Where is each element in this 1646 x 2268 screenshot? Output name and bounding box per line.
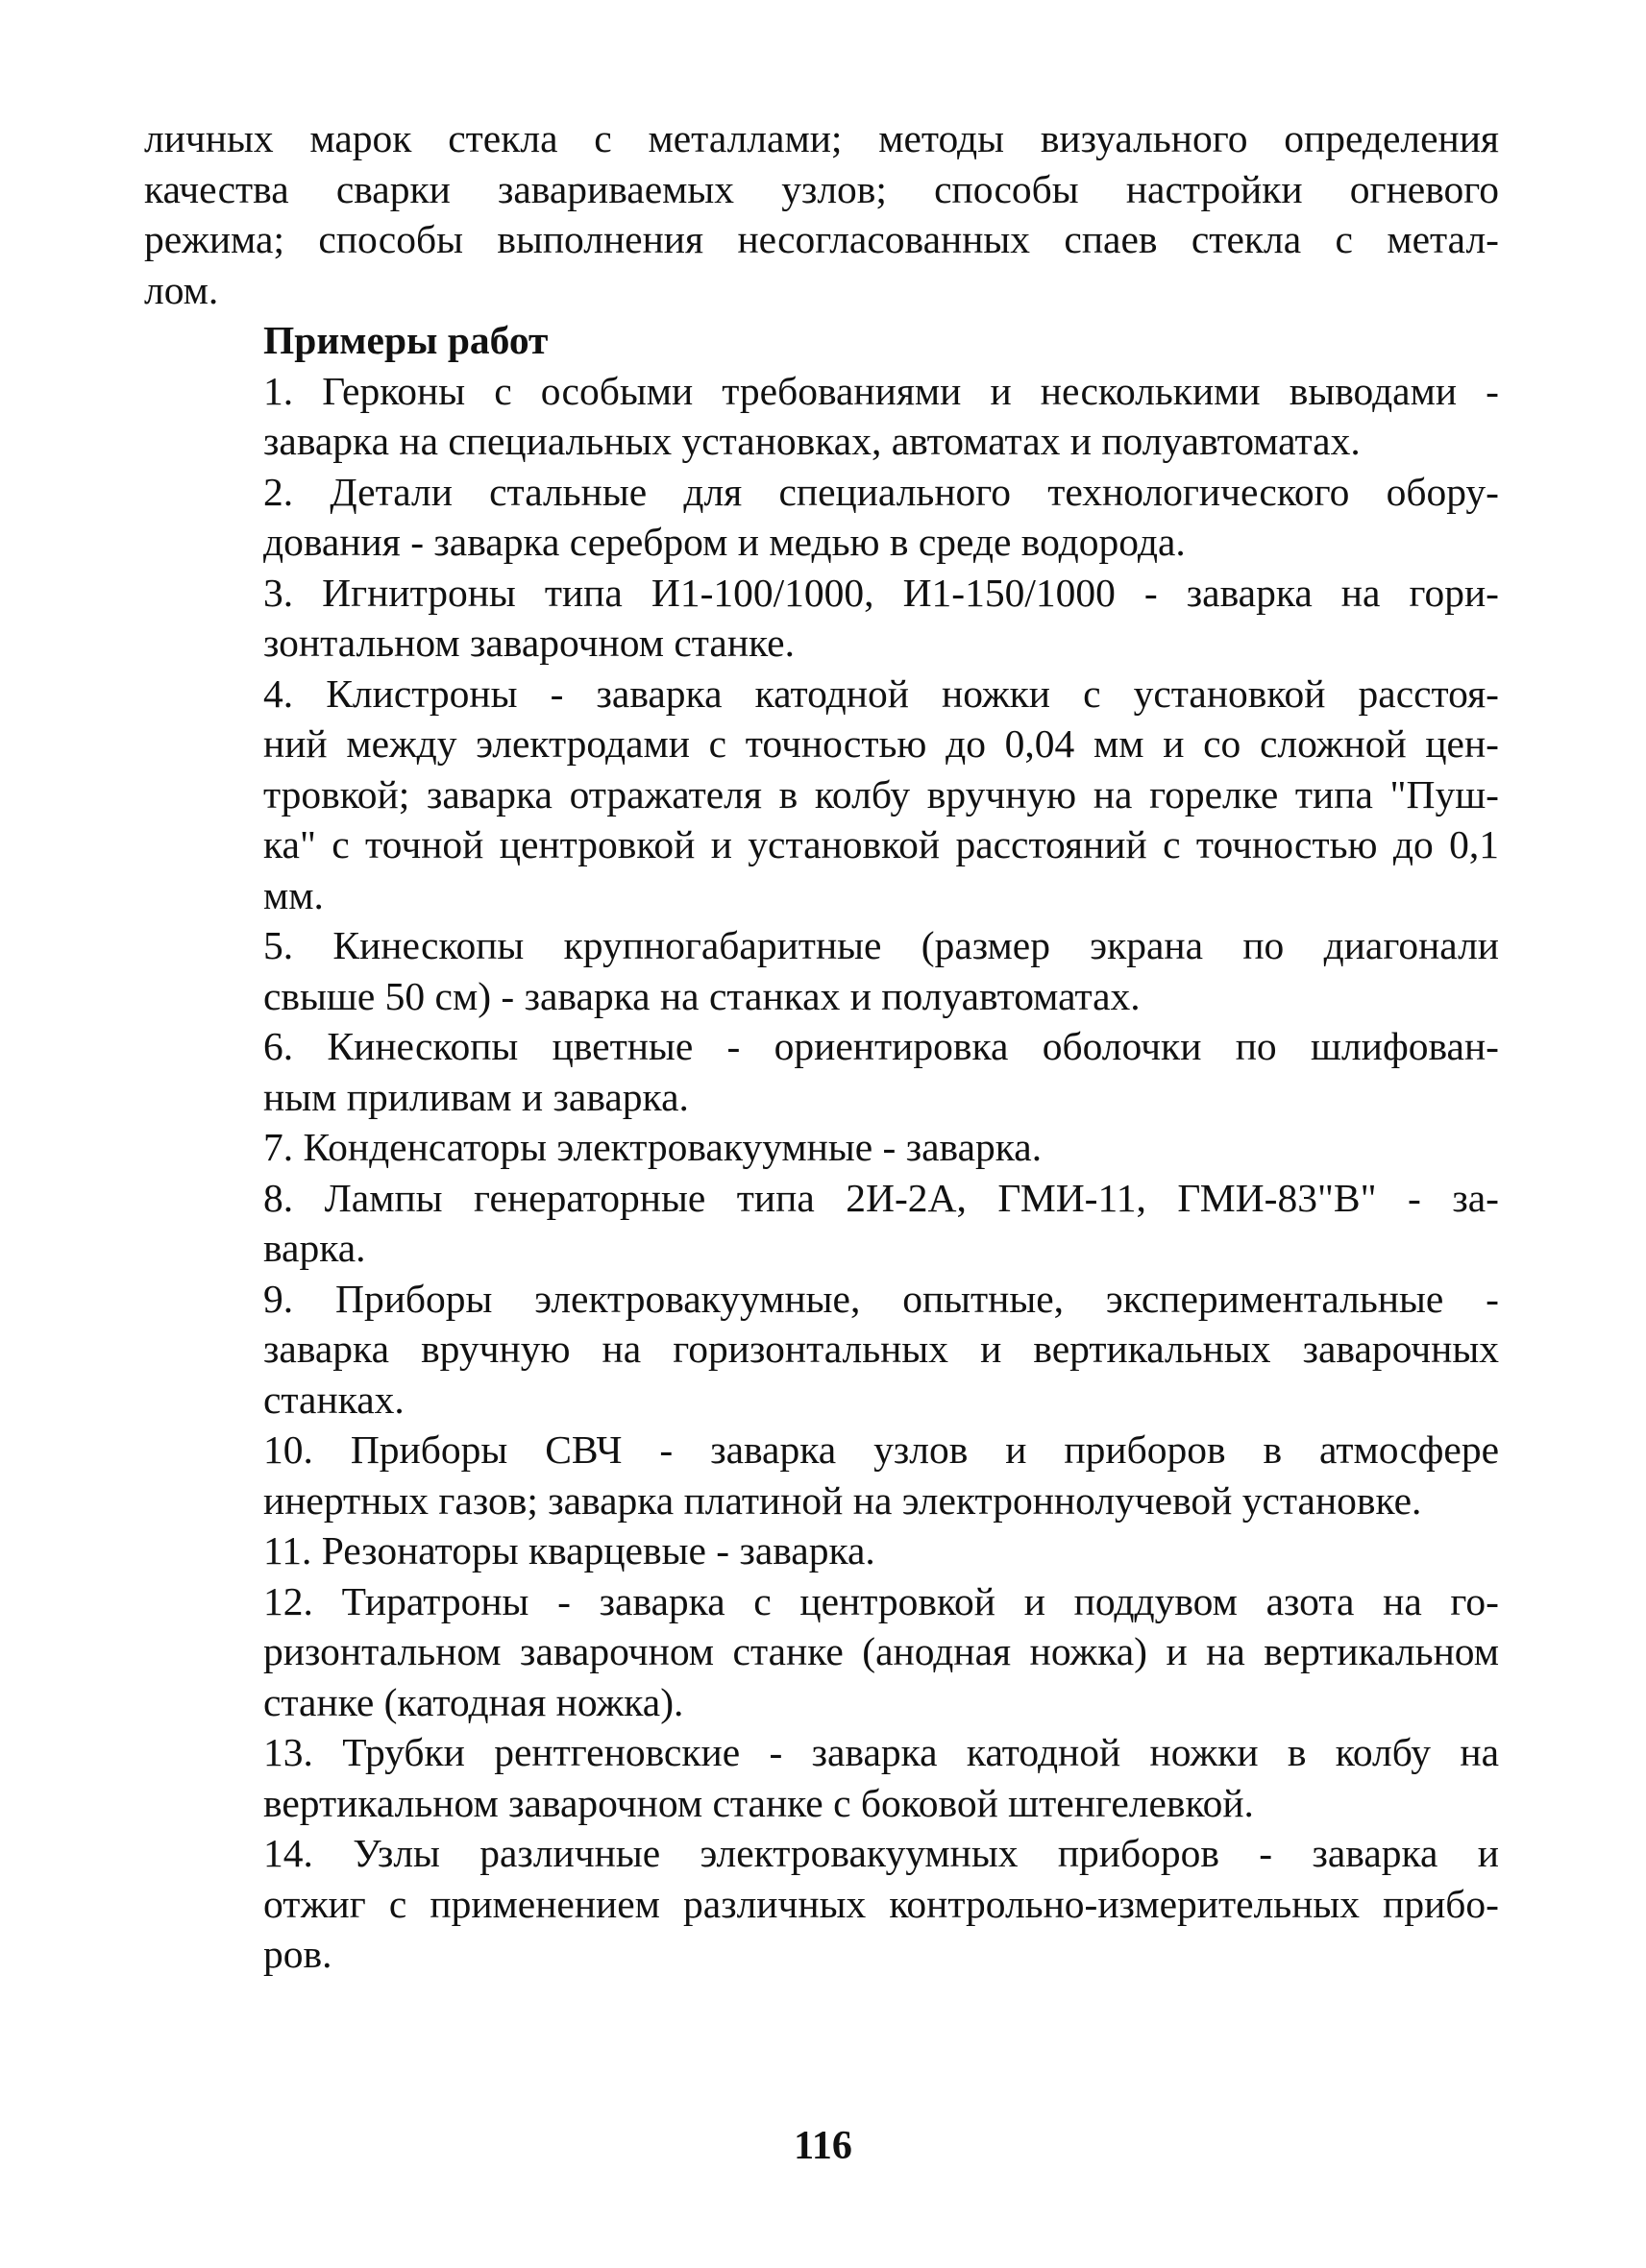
- example-item-line: 12. Тиратроны - заварка с центровкой и поддувом азота на го-: [263, 1578, 1499, 1623]
- example-item-line: тровкой; заварка отражателя в колбу вручную на горелке типа "Пуш-: [263, 771, 1499, 817]
- example-item-line: ров.: [263, 1932, 332, 1976]
- example-item-line: заварка на специальных установках, автоматах и полуавтоматах.: [263, 419, 1361, 463]
- intro-paragraph: [144, 113, 1499, 315]
- example-item: [144, 1122, 1499, 1173]
- example-item: [144, 669, 1499, 921]
- example-item-line: заварка вручную на горизонтальных и вертикальных заварочных: [263, 1327, 1499, 1371]
- example-item-line: 13. Трубки рентгеновские - заварка катодной ножки в колбу на: [263, 1730, 1499, 1774]
- example-item-line: 14. Узлы различные электровакуумных приборов - заварка и: [263, 1831, 1499, 1875]
- example-item: [144, 1576, 1499, 1728]
- example-item: [144, 920, 1499, 1021]
- example-item-line: станке (катодная ножка).: [263, 1679, 684, 1724]
- example-item: [144, 1525, 1499, 1576]
- example-item-line: 4. Клистроны - заварка катодной ножки с установкой расстоя-: [263, 671, 1499, 716]
- example-item-line: отжиг с применением различных контрольно-измерительных прибо-: [263, 1881, 1499, 1926]
- example-item: [144, 1727, 1499, 1828]
- intro-line: режима; способы выполнения несогласованных спаев стекла с метал-: [144, 217, 1499, 261]
- example-item: [144, 1173, 1499, 1274]
- example-item-line: 11. Резонаторы кварцевые - заварка.: [263, 1528, 875, 1573]
- example-item-line: варка.: [263, 1226, 366, 1270]
- example-item: [144, 1425, 1499, 1525]
- example-item-line: 8. Лампы генераторные типа 2И-2А, ГМИ-11, ГМИ-83"В" - за-: [263, 1175, 1499, 1220]
- example-item-line: 10. Приборы СВЧ - заварка узлов и приборов в атмосфере: [263, 1427, 1499, 1472]
- example-item: [144, 1828, 1499, 1980]
- example-item-line: 2. Детали стальные для специального технологического обору-: [263, 469, 1499, 514]
- example-item-line: зонтальном заварочном станке.: [263, 621, 795, 665]
- page-number: 116: [794, 2124, 852, 2168]
- example-item-line: дования - заварка серебром и медью в среде водорода.: [263, 520, 1186, 564]
- example-item: [144, 467, 1499, 568]
- examples-list: [144, 366, 1499, 1980]
- example-item-line: ка" с точной центровкой и установкой расстояний с точностью до 0,1: [263, 822, 1499, 866]
- example-item-line: 7. Конденсаторы электровакуумные - заварка.: [263, 1125, 1043, 1169]
- example-item-line: 9. Приборы электровакуумные, опытные, экспериментальные -: [263, 1276, 1499, 1321]
- intro-line: личных марок стекла с металлами; методы визуального определения: [144, 116, 1499, 160]
- intro-line: лом.: [144, 267, 219, 312]
- example-item-line: мм.: [263, 872, 324, 917]
- example-item-line: свыше 50 см) - заварка на станках и полуавтоматах.: [263, 973, 1141, 1018]
- page-body: [144, 113, 1499, 1980]
- example-item-line: ний между электродами с точностью до 0,04 мм и со сложной цен-: [263, 721, 1499, 766]
- example-item-line: ным приливам и заварка.: [263, 1074, 689, 1119]
- example-item: [144, 1021, 1499, 1122]
- intro-line: качества сварки завариваемых узлов; способы настройки огневого: [144, 166, 1499, 211]
- example-item-line: 6. Кинескопы цветные - ориентировка оболочки по шлифован-: [263, 1024, 1499, 1068]
- example-item-line: вертикальном заварочном станке с боковой штенгелевкой.: [263, 1780, 1254, 1825]
- example-item-line: 3. Игнитроны типа И1-100/1000, И1-150/1000 - заварка на гори-: [263, 570, 1499, 615]
- example-item: [144, 568, 1499, 669]
- example-item-line: 5. Кинескопы крупногабаритные (размер экрана по диагонали: [263, 923, 1499, 967]
- example-item-line: 1. Герконы с особыми требованиями и несколькими выводами -: [263, 368, 1499, 413]
- example-item: [144, 1274, 1499, 1426]
- example-item-line: инертных газов; заварка платиной на электроннолучевой установке.: [263, 1477, 1422, 1523]
- example-item-line: станках.: [263, 1377, 405, 1422]
- example-item: [144, 366, 1499, 467]
- example-item-line: ризонтальном заварочном станке (анодная ножка) и на вертикальном: [263, 1629, 1499, 1673]
- section-heading: Примеры работ: [263, 318, 549, 362]
